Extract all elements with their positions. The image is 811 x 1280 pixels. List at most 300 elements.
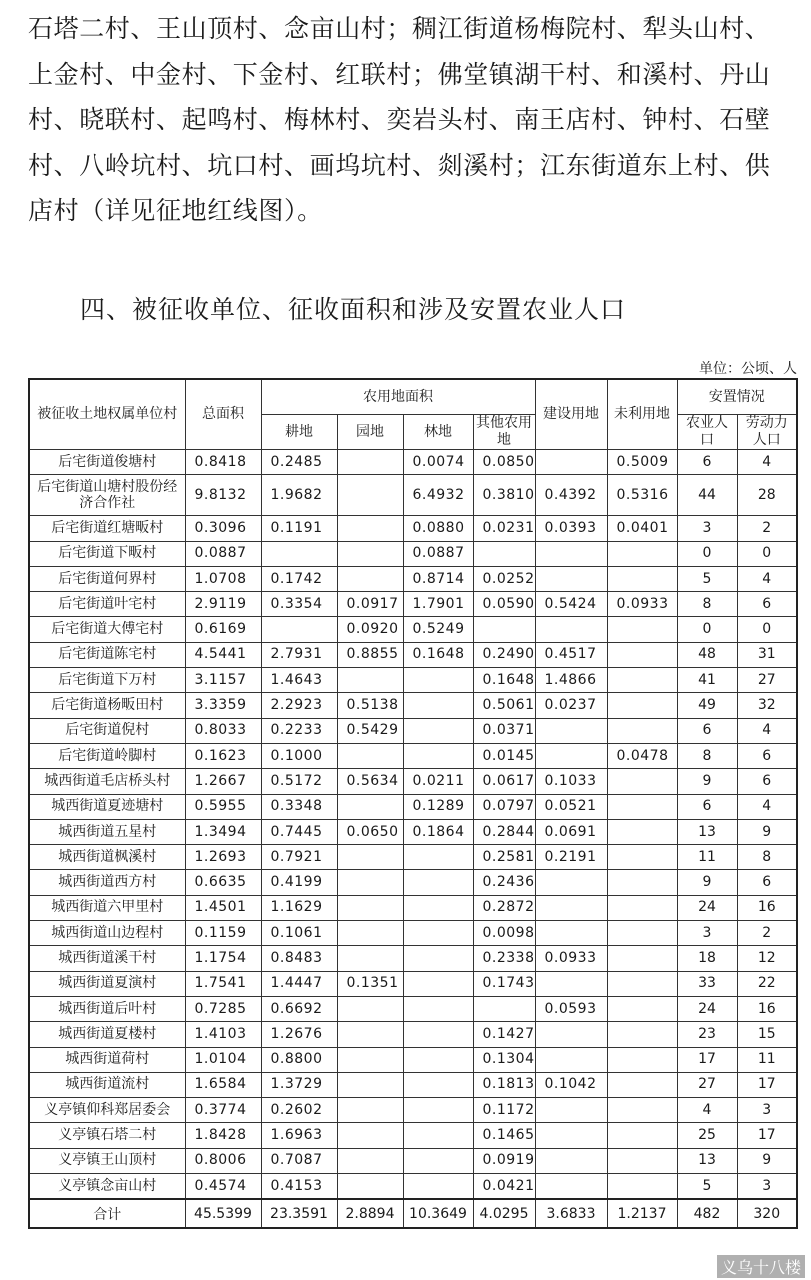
area-cell: 0.0371 [473,718,535,743]
table-row [29,475,797,516]
area-cell: 0.4153 [261,1174,337,1200]
area-cell: 0.0231 [473,516,535,541]
area-cell: 0.1427 [473,1022,535,1047]
area-cell: 0.1061 [261,921,337,946]
area-cell: 0.0098 [473,921,535,946]
area-cell [607,541,677,566]
population-cell: 18 [677,946,737,971]
area-cell [403,946,473,971]
area-cell [337,1174,403,1200]
intro-line: 村、晓联村、起鸣村、梅林村、奕岩头村、南王店村、钟村、石壁 [28,105,771,134]
area-cell: 0.8006 [185,1148,261,1173]
area-cell: 0.8418 [185,450,261,475]
area-cell: 0.1623 [185,743,261,768]
area-cell: 0.2844 [473,819,535,844]
area-cell: 0.0917 [337,592,403,617]
unit-note: 单位：公顷、人 [699,361,797,377]
total-cell: 45.5399 [185,1199,261,1228]
area-cell: 0.7921 [261,845,337,870]
intro-paragraph [28,6,798,234]
area-cell: 1.4643 [261,668,337,693]
area-cell [607,921,677,946]
intro-line: 店村（详见征地红线图）。 [28,196,323,225]
population-cell: 17 [737,1123,797,1148]
area-cell: 0.0237 [535,693,607,718]
area-cell [337,921,403,946]
population-cell: 8 [677,743,737,768]
area-cell: 0.5138 [337,693,403,718]
area-cell: 0.0421 [473,1174,535,1200]
area-cell: 1.2693 [185,845,261,870]
area-cell: 0.0401 [607,516,677,541]
area-cell: 0.7445 [261,819,337,844]
area-cell [535,1047,607,1072]
area-cell [535,1174,607,1200]
area-cell: 1.1754 [185,946,261,971]
area-cell: 0.2436 [473,870,535,895]
area-cell [607,668,677,693]
unit-name-cell: 城西街道夏迹塘村 [29,794,185,819]
area-cell: 0.7087 [261,1148,337,1173]
table-row [29,1098,797,1123]
header-forest: 林地 [403,415,473,450]
area-cell: 1.0708 [185,566,261,591]
area-cell: 0.1172 [473,1098,535,1123]
area-cell: 0.5634 [337,769,403,794]
watermark-logo: 义乌十八楼 [717,1255,805,1278]
population-cell: 25 [677,1123,737,1148]
population-cell: 3 [677,516,737,541]
intro-line: 上金村、中金村、下金村、红联村；佛堂镇湖干村、和溪村、丹山 [28,59,771,89]
population-cell: 41 [677,668,737,693]
area-cell: 0.0850 [473,450,535,475]
area-cell [607,642,677,667]
area-cell: 1.8428 [185,1123,261,1148]
area-cell: 0.1742 [261,566,337,591]
population-cell: 24 [677,895,737,920]
area-cell [337,516,403,541]
area-cell [607,1123,677,1148]
area-cell: 0.6692 [261,996,337,1021]
header-unused: 未利用地 [607,379,677,450]
area-cell: 0.4199 [261,870,337,895]
area-cell [403,668,473,693]
area-cell: 3.1157 [185,668,261,693]
area-cell [535,541,607,566]
table-row [29,668,797,693]
area-cell: 1.6584 [185,1072,261,1097]
area-cell [607,1098,677,1123]
area-cell [607,996,677,1021]
area-cell: 1.3729 [261,1072,337,1097]
population-cell: 4 [737,566,797,591]
unit-name-cell: 后宅街道岭脚村 [29,743,185,768]
area-cell: 0.1159 [185,921,261,946]
table-row [29,541,797,566]
area-cell: 0.0393 [535,516,607,541]
area-cell: 0.0919 [473,1148,535,1173]
population-cell: 8 [737,845,797,870]
population-cell: 44 [677,475,737,516]
area-cell [607,845,677,870]
area-cell: 4.5441 [185,642,261,667]
area-cell [337,794,403,819]
area-cell: 0.2191 [535,845,607,870]
total-cell: 23.3591 [261,1199,337,1228]
area-cell [403,693,473,718]
area-cell: 0.5249 [403,617,473,642]
population-cell: 17 [677,1047,737,1072]
section-heading: 四、被征收单位、征收面积和涉及安置农业人口 [80,295,627,324]
area-cell: 1.6963 [261,1123,337,1148]
population-cell: 23 [677,1022,737,1047]
total-cell: 4.0295 [473,1199,535,1228]
intro-line: 石塔二村、王山顶村、念亩山村；稠江街道杨梅院村、犁头山村、 [28,14,771,43]
area-cell: 0.0887 [185,541,261,566]
area-cell: 0.0797 [473,794,535,819]
area-cell [473,541,535,566]
unit-name-cell: 后宅街道下畈村 [29,541,185,566]
area-cell: 0.0593 [535,996,607,1021]
area-cell: 0.6635 [185,870,261,895]
area-cell [535,450,607,475]
area-cell [607,895,677,920]
table-row [29,895,797,920]
area-cell [535,1123,607,1148]
area-cell: 0.0933 [535,946,607,971]
population-cell: 6 [677,718,737,743]
population-cell: 17 [737,1072,797,1097]
unit-name-cell: 城西街道五星村 [29,819,185,844]
area-cell [607,794,677,819]
population-cell: 27 [737,668,797,693]
population-cell: 4 [737,794,797,819]
unit-name-cell: 城西街道荷村 [29,1047,185,1072]
area-cell [535,921,607,946]
unit-name-cell: 城西街道毛店桥头村 [29,769,185,794]
area-cell: 1.0104 [185,1047,261,1072]
population-cell: 22 [737,971,797,996]
area-cell: 0.2872 [473,895,535,920]
area-cell [607,693,677,718]
area-cell [607,971,677,996]
area-cell [535,971,607,996]
population-cell: 24 [677,996,737,1021]
population-cell: 9 [677,870,737,895]
area-cell: 0.5061 [473,693,535,718]
population-cell: 31 [737,642,797,667]
unit-name-cell: 城西街道后叶村 [29,996,185,1021]
population-cell: 4 [677,1098,737,1123]
table-body [29,450,797,1200]
area-cell: 0.1648 [403,642,473,667]
population-cell: 5 [677,566,737,591]
area-cell [337,895,403,920]
population-cell: 2 [737,516,797,541]
area-cell: 0.0880 [403,516,473,541]
area-cell [403,1148,473,1173]
population-cell: 3 [677,921,737,946]
population-cell: 32 [737,693,797,718]
area-cell: 0.0691 [535,819,607,844]
population-cell: 11 [737,1047,797,1072]
area-cell: 0.5009 [607,450,677,475]
area-cell: 1.2667 [185,769,261,794]
area-cell: 0.1351 [337,971,403,996]
table-row [29,617,797,642]
area-cell: 0.4392 [535,475,607,516]
unit-name-cell: 城西街道夏演村 [29,971,185,996]
area-cell: 0.0145 [473,743,535,768]
unit-name-cell: 后宅街道倪村 [29,718,185,743]
table-row [29,845,797,870]
table-row [29,1123,797,1148]
population-cell: 6 [737,769,797,794]
population-cell: 3 [737,1098,797,1123]
total-cell: 3.6833 [535,1199,607,1228]
area-cell: 0.3810 [473,475,535,516]
area-cell: 0.0478 [607,743,677,768]
area-cell: 0.8483 [261,946,337,971]
population-cell: 6 [677,450,737,475]
population-cell: 4 [737,450,797,475]
table-row [29,870,797,895]
unit-name-cell: 后宅街道下万村 [29,668,185,693]
table-row [29,1174,797,1200]
unit-name-cell: 后宅街道山塘村股份经济合作社 [29,475,185,516]
area-cell: 0.8855 [337,642,403,667]
area-cell [607,1148,677,1173]
area-cell: 0.3096 [185,516,261,541]
population-cell: 28 [737,475,797,516]
area-cell: 0.4574 [185,1174,261,1200]
area-cell [403,1098,473,1123]
area-cell [535,1022,607,1047]
area-cell: 0.5172 [261,769,337,794]
unit-name-cell: 城西街道溪干村 [29,946,185,971]
table-row [29,450,797,475]
total-cell: 320 [737,1199,797,1228]
area-cell: 0.8714 [403,566,473,591]
area-cell [535,895,607,920]
population-cell: 11 [677,845,737,870]
area-cell [403,870,473,895]
land-acquisition-table [28,378,798,1229]
area-cell: 0.8800 [261,1047,337,1072]
area-cell: 0.2233 [261,718,337,743]
area-cell: 2.2923 [261,693,337,718]
area-cell [403,1047,473,1072]
header-resettle: 安置情况 [677,379,797,415]
header-agri: 农用地面积 [261,379,535,415]
population-cell: 6 [677,794,737,819]
area-cell [337,475,403,516]
table-row [29,1022,797,1047]
area-cell [337,1098,403,1123]
area-cell [607,819,677,844]
area-cell: 0.0521 [535,794,607,819]
area-cell: 0.1033 [535,769,607,794]
area-cell: 0.8033 [185,718,261,743]
area-cell [261,617,337,642]
area-cell: 0.0650 [337,819,403,844]
area-cell [403,845,473,870]
unit-name-cell: 后宅街道陈宅村 [29,642,185,667]
unit-name-cell: 城西街道枫溪村 [29,845,185,870]
area-cell [403,971,473,996]
area-cell [337,1072,403,1097]
area-cell [403,1072,473,1097]
population-cell: 9 [737,1148,797,1173]
header-construction: 建设用地 [535,379,607,450]
area-cell [473,996,535,1021]
area-cell: 0.1289 [403,794,473,819]
unit-name-cell: 后宅街道红塘畈村 [29,516,185,541]
population-cell: 0 [677,617,737,642]
area-cell [337,1047,403,1072]
table-row [29,1148,797,1173]
area-cell [535,566,607,591]
unit-name-cell: 城西街道六甲里村 [29,895,185,920]
area-cell [403,921,473,946]
population-cell: 6 [737,592,797,617]
table-row [29,566,797,591]
total-row [29,1199,797,1228]
area-cell [535,1148,607,1173]
area-cell [607,1022,677,1047]
unit-name-cell: 后宅街道大傅宅村 [29,617,185,642]
header-labor-pop: 劳动力人口 [737,415,797,450]
area-cell: 0.4517 [535,642,607,667]
unit-name-cell: 后宅街道叶宅村 [29,592,185,617]
area-cell: 0.1743 [473,971,535,996]
population-cell: 0 [677,541,737,566]
area-cell: 0.0590 [473,592,535,617]
area-cell: 0.5955 [185,794,261,819]
area-cell: 0.3348 [261,794,337,819]
area-cell: 0.5424 [535,592,607,617]
area-cell [607,566,677,591]
area-cell: 0.0920 [337,617,403,642]
table-row [29,592,797,617]
table-row [29,819,797,844]
area-cell: 0.2490 [473,642,535,667]
area-cell: 3.3359 [185,693,261,718]
population-cell: 5 [677,1174,737,1200]
area-cell [337,996,403,1021]
area-cell [403,1174,473,1200]
area-cell [607,718,677,743]
area-cell [261,541,337,566]
table-row [29,971,797,996]
area-cell: 0.1465 [473,1123,535,1148]
area-cell: 1.3494 [185,819,261,844]
area-cell [337,668,403,693]
population-cell: 33 [677,971,737,996]
area-cell [535,617,607,642]
unit-name-cell: 义亭镇石塔二村 [29,1123,185,1148]
area-cell: 0.2602 [261,1098,337,1123]
total-cell: 482 [677,1199,737,1228]
area-cell: 0.1000 [261,743,337,768]
population-cell: 16 [737,996,797,1021]
table-row [29,996,797,1021]
area-cell: 0.5429 [337,718,403,743]
table-row [29,1047,797,1072]
header-agri-pop: 农业人口 [677,415,737,450]
area-cell [535,1098,607,1123]
table-row [29,693,797,718]
area-cell [337,541,403,566]
area-cell [403,895,473,920]
area-cell: 0.0252 [473,566,535,591]
area-cell: 0.0211 [403,769,473,794]
header-unit: 被征收土地权属单位村 [29,379,185,450]
area-cell: 0.3774 [185,1098,261,1123]
population-cell: 4 [737,718,797,743]
unit-name-cell: 义亭镇念亩山村 [29,1174,185,1200]
header-other-agri: 其他农用地 [473,415,535,450]
area-cell: 0.5316 [607,475,677,516]
area-cell: 0.7285 [185,996,261,1021]
table-row [29,1072,797,1097]
area-cell: 0.0074 [403,450,473,475]
intro-line: 村、八岭坑村、坑口村、画坞坑村、剡溪村；江东街道东上村、供 [28,150,771,180]
area-cell [473,617,535,642]
area-cell: 9.8132 [185,475,261,516]
area-cell: 0.0887 [403,541,473,566]
area-cell [607,617,677,642]
area-cell: 6.4932 [403,475,473,516]
population-cell: 0 [737,541,797,566]
header-garden: 园地 [337,415,403,450]
area-cell: 0.3354 [261,592,337,617]
total-cell: 1.2137 [607,1199,677,1228]
population-cell: 6 [737,743,797,768]
area-cell: 1.4866 [535,668,607,693]
area-cell [337,1148,403,1173]
area-cell: 0.2581 [473,845,535,870]
area-cell: 1.7541 [185,971,261,996]
table-row [29,516,797,541]
area-cell [337,1123,403,1148]
area-cell: 1.9682 [261,475,337,516]
area-cell: 0.6169 [185,617,261,642]
area-cell [535,718,607,743]
area-cell [337,450,403,475]
table-row [29,642,797,667]
population-cell: 27 [677,1072,737,1097]
unit-name-cell: 城西街道流村 [29,1072,185,1097]
area-cell [535,743,607,768]
population-cell: 2 [737,921,797,946]
area-cell: 0.1864 [403,819,473,844]
table-row [29,718,797,743]
area-cell [337,946,403,971]
total-cell: 2.8894 [337,1199,403,1228]
unit-name-cell: 城西街道西方村 [29,870,185,895]
area-cell [403,996,473,1021]
population-cell: 13 [677,1148,737,1173]
population-cell: 15 [737,1022,797,1047]
area-cell: 2.7931 [261,642,337,667]
area-cell: 0.1042 [535,1072,607,1097]
area-cell: 0.1813 [473,1072,535,1097]
area-cell: 1.4103 [185,1022,261,1047]
table-row [29,743,797,768]
area-cell [607,769,677,794]
population-cell: 12 [737,946,797,971]
